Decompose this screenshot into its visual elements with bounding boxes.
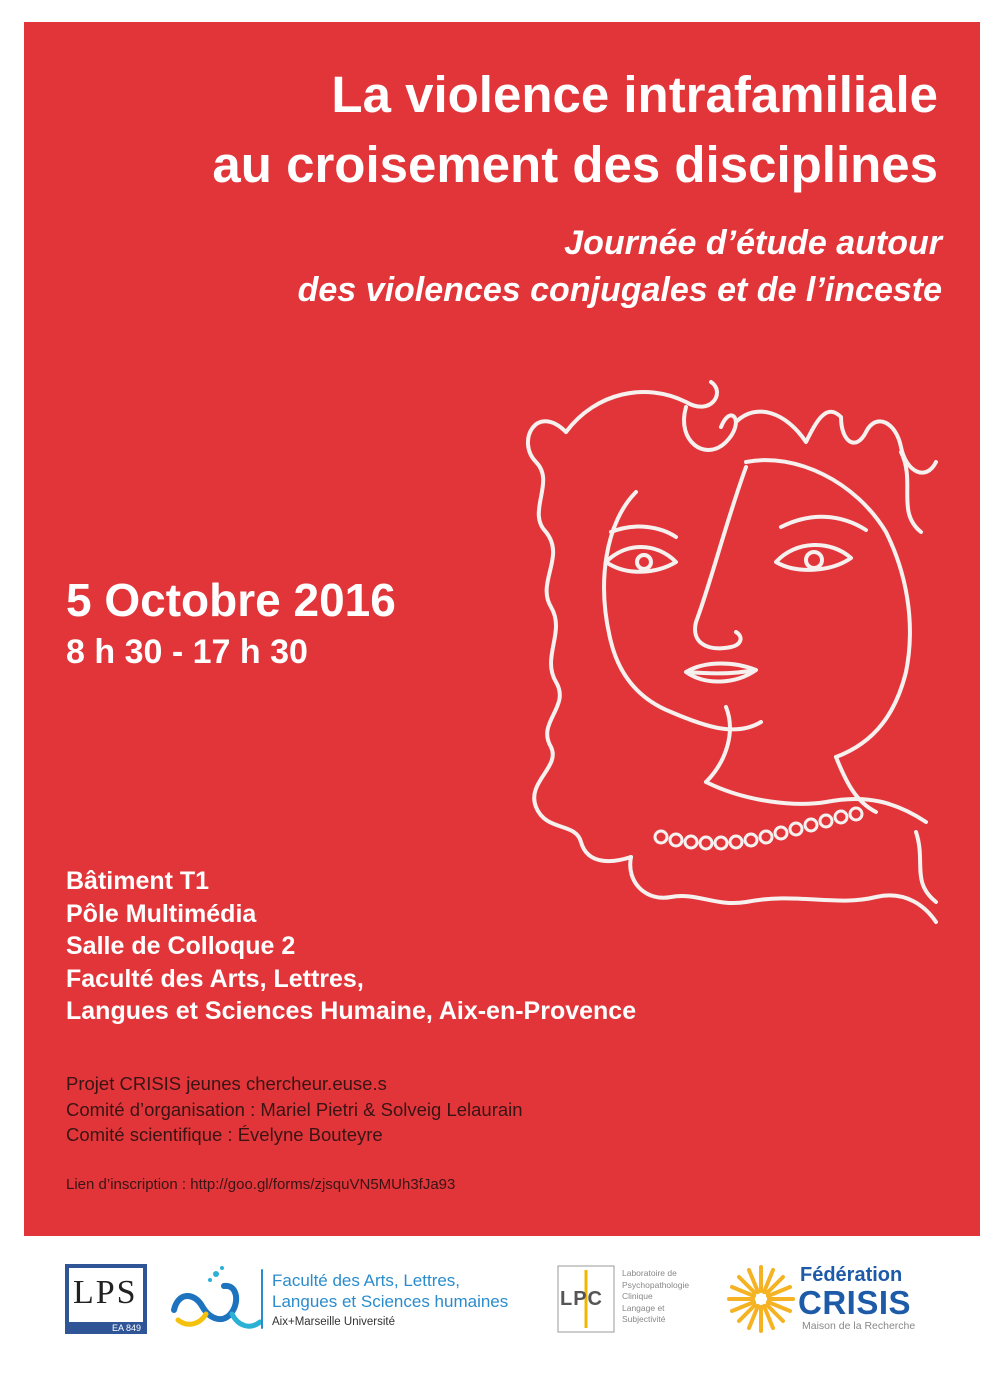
crisis-logo <box>726 1262 946 1336</box>
faculty-name <box>272 1270 508 1312</box>
subtitle-line-1: Journée d’étude autour <box>564 224 942 262</box>
lpc-logo <box>556 1262 706 1336</box>
university-name: Aix+Marseille Université <box>272 1316 396 1328</box>
venue-block <box>66 865 636 1028</box>
venue-line: Salle de Colloque 2 <box>66 932 296 960</box>
face-line-drawing-icon <box>496 362 956 932</box>
lpc-letters: LPC <box>560 1288 603 1310</box>
poster <box>24 22 980 1236</box>
credit-line: Comité d’organisation : Mariel Pietri & Solveig Lelaurain <box>66 1098 523 1120</box>
lps-code: EA 849 <box>111 1323 141 1333</box>
subtitle-line-2: des violences conjugales et de l’inceste <box>297 271 942 309</box>
credit-line: Comité scientifique : Évelyne Bouteyre <box>66 1124 383 1145</box>
faculty-logo <box>168 1262 538 1336</box>
lps-logo <box>65 1264 147 1334</box>
crisis-name: CRISIS <box>798 1284 912 1321</box>
faculty-line: Faculté des Arts, Lettres, <box>272 1271 461 1290</box>
venue-line: Langues et Sciences Humaine, Aix-en-Provence <box>66 997 637 1025</box>
lpc-line: Laboratoire de <box>622 1268 677 1278</box>
crisis-federation: Fédération <box>800 1264 903 1286</box>
lpc-line: Langage et <box>622 1302 665 1313</box>
title-line-1: La violence intrafamiliale <box>331 66 938 123</box>
faculty-swirl-icon <box>168 1262 268 1336</box>
lpc-line: Subjectivité <box>622 1314 666 1324</box>
credits-block <box>66 1071 523 1148</box>
sun-rays-icon <box>726 1262 796 1336</box>
faculty-line: Langues et Sciences humaines <box>272 1292 509 1311</box>
poster-subtitle <box>42 220 942 314</box>
poster-title <box>38 60 938 200</box>
venue-line: Bâtiment T1 <box>66 867 210 895</box>
lpc-line: Psychopathologie <box>622 1279 690 1290</box>
event-hours: 8 h 30 - 17 h 30 <box>66 633 308 671</box>
registration-link[interactable]: Lien d’inscription : http://goo.gl/forms/zjsquVN5MUh3fJa93 <box>66 1176 456 1193</box>
lpc-line: Clinique <box>622 1291 653 1301</box>
event-date: 5 Octobre 2016 <box>66 574 396 626</box>
credit-line: Projet CRISIS jeunes chercheur.euse.s <box>66 1073 387 1094</box>
title-line-2: au croisement des disciplines <box>212 136 938 193</box>
lps-letters: LPS <box>73 1274 138 1311</box>
lpc-description <box>622 1268 689 1326</box>
venue-line: Pôle Multimédia <box>66 899 257 928</box>
crisis-subtitle: Maison de la Recherche <box>802 1320 916 1332</box>
venue-line: Faculté des Arts, Lettres, <box>66 964 364 993</box>
